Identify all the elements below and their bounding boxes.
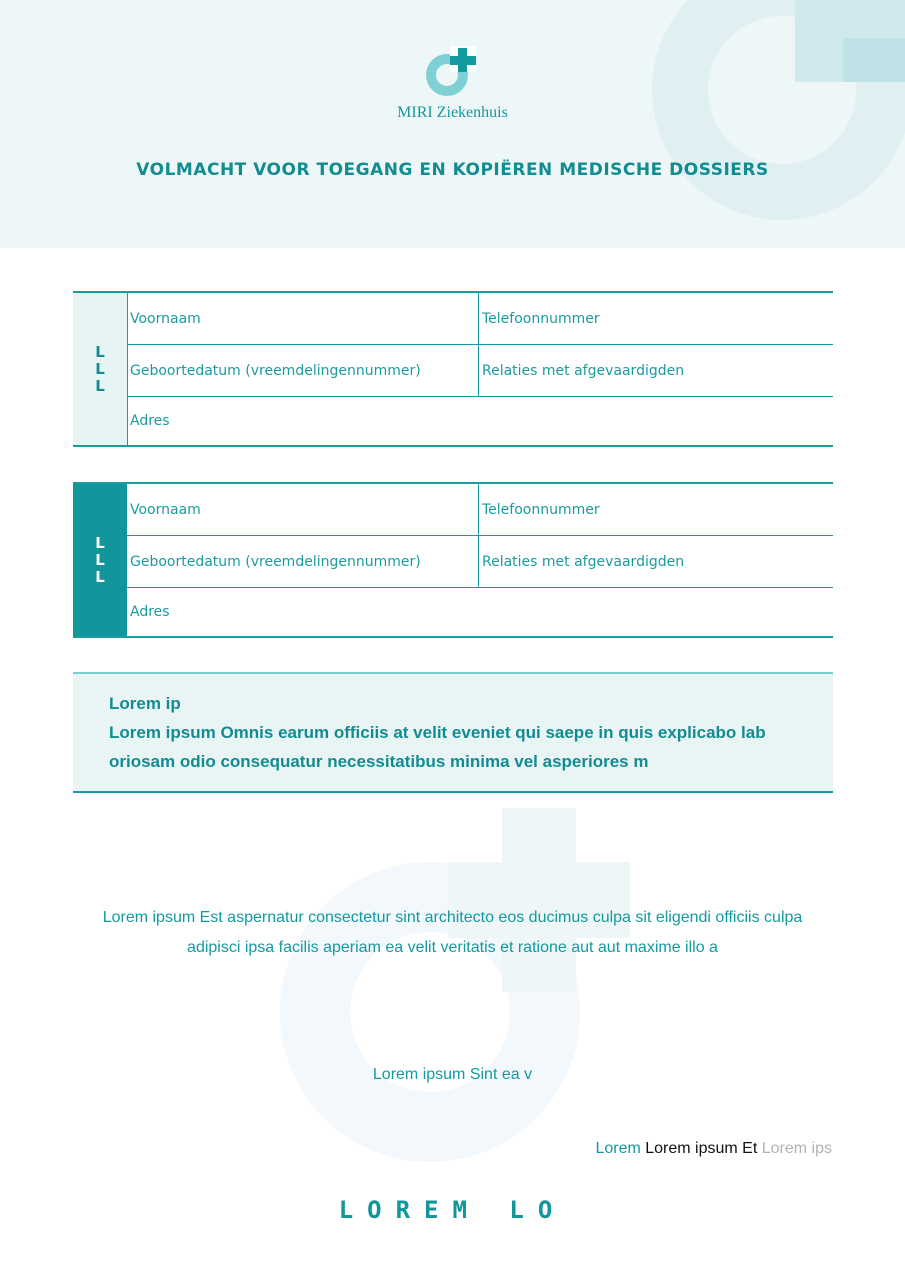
side-glyph: L [95, 342, 105, 361]
form-side-panel [73, 484, 127, 636]
center-line: Lorem ipsum Sint ea v [372, 1066, 533, 1083]
side-glyph: L [95, 533, 105, 552]
note-box [73, 672, 833, 793]
birth-date-field[interactable]: Geboortedatum (vreemdelingennummer) [130, 362, 421, 379]
side-glyph: L [95, 550, 105, 569]
brand-name: MIRI Ziekenhuis [397, 104, 508, 121]
applicant-form [73, 291, 833, 447]
note-text: Lorem ipsum Omnis earum officiis at velit eveniet qui saepe in quis explicabo lab oriosam odio consequatur necessitatibus minima vel asperiores m [109, 723, 766, 771]
form-side-panel [73, 293, 128, 445]
address-field[interactable]: Adres [130, 413, 170, 429]
document-title: VOLMACHT VOOR TOEGANG EN KOPIËREN MEDISCHE DOSSIERS [136, 160, 769, 180]
side-glyph: L [95, 376, 105, 395]
relation-field[interactable]: Relaties met afgevaardigden [482, 553, 685, 570]
signature-part: Lorem [595, 1140, 641, 1157]
decorative-square [843, 38, 905, 82]
representative-form [73, 482, 833, 638]
side-glyph: L [95, 567, 105, 586]
note-heading: Lorem ip [109, 694, 181, 713]
first-name-field[interactable]: Voornaam [130, 310, 201, 327]
body-paragraph: Lorem ipsum Est aspernatur consectetur sint architecto eos ducimus culpa sit eligendi officiis culpa adipisci ipsa facilis aperiam ea velit veritatis et ratione aut aut maxime illo a [102, 909, 803, 956]
medical-cross-c-icon [426, 46, 480, 98]
birth-date-field[interactable]: Geboortedatum (vreemdelingennummer) [130, 553, 421, 570]
phone-field[interactable]: Telefoonnummer [482, 310, 600, 327]
footer-mark: LOREM LO [338, 1196, 567, 1224]
signature-part: Lorem ipsum Et [645, 1140, 758, 1157]
phone-field[interactable]: Telefoonnummer [482, 501, 600, 518]
signature-line [595, 1140, 832, 1158]
header-band [0, 0, 905, 248]
first-name-field[interactable]: Voornaam [130, 501, 201, 518]
address-field[interactable]: Adres [130, 604, 170, 620]
side-glyph: L [95, 359, 105, 378]
signature-part: Lorem ips [761, 1140, 832, 1157]
relation-field[interactable]: Relaties met afgevaardigden [482, 362, 685, 379]
